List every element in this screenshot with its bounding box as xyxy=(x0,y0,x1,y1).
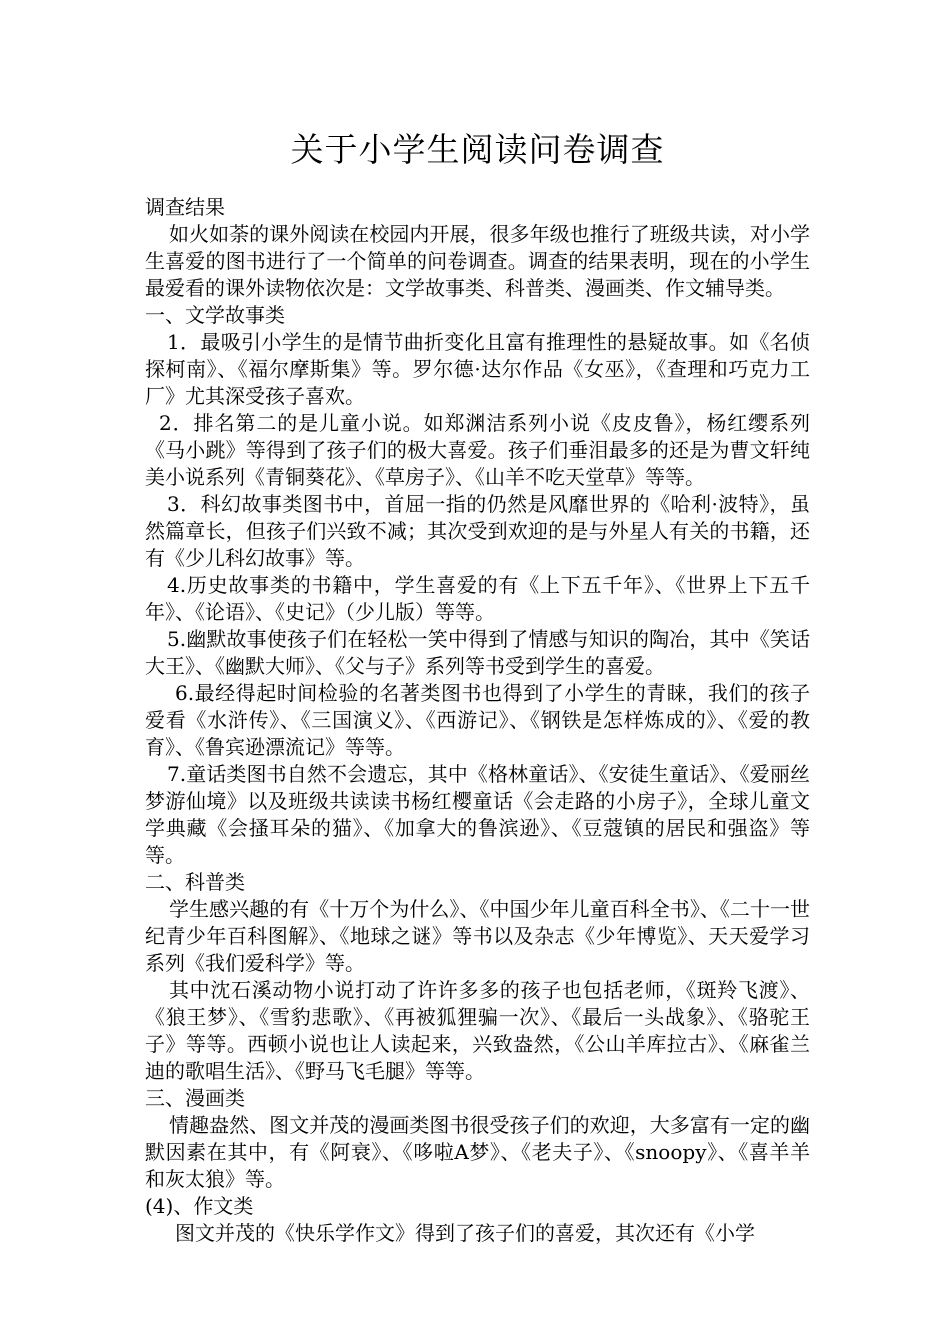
section1-item-3: 3．科幻故事类图书中，首屈一指的仍然是风靡世界的《哈利·波特》，虽然篇章长，但孩子们兴致不减；其次受到欢迎的是与外星人有关的书籍，还有《少儿科幻故事》等。 xyxy=(145,492,810,570)
section3-heading: 三、漫画类 xyxy=(145,1086,245,1110)
section1-item-5: 5.幽默故事使孩子们在轻松一笑中得到了情感与知识的陶冶，其中《笑话大王》、《幽默大师》、《父与子》系列等书受到学生的喜爱。 xyxy=(145,627,810,678)
section4-heading: (4)、作文类 xyxy=(145,1194,254,1218)
section2-heading: 二、科普类 xyxy=(145,870,245,894)
section4-paragraph-1: 图文并茂的《快乐学作文》得到了孩子们的喜爱，其次还有《小学 xyxy=(175,1221,755,1245)
section1-item-6: 6.最经得起时间检验的名著类图书也得到了小学生的青睐，我们的孩子爱看《水浒传》、《三国演义》、《西游记》、《钢铁是怎样炼成的》、《爱的教育》、《鲁宾逊漂流记》等等。 xyxy=(145,681,810,759)
section2-paragraph-2: 其中沈石溪动物小说打动了许许多多的孩子也包括老师，《斑羚飞渡》、《狼王梦》、《雪豹悲歌》、《再被狐狸骗一次》、《最后一头战象》、《骆驼王子》等等。西顿小说也让人读起来，兴致盎然，《公山羊库拉古》、《麻雀兰迪的歌唱生活》、《野马飞毛腿》等等。 xyxy=(145,978,810,1083)
results-heading: 调查结果 xyxy=(145,195,225,219)
document-page xyxy=(145,128,810,1247)
section1-item-7: 7.童话类图书自然不会遗忘，其中《格林童话》、《安徒生童话》、《爱丽丝梦游仙境》以及班级共读读书杨红樱童话《会走路的小房子》，全球儿童文学典藏《会搔耳朵的猫》、《加拿大的鲁滨逊》、《豆蔻镇的居民和强盗》等等。 xyxy=(145,762,810,867)
document-title: 关于小学生阅读问卷调查 xyxy=(290,130,665,169)
section1-item-2: 2．排名第二的是儿童小说。如郑渊洁系列小说《皮皮鲁》，杨红缨系列《马小跳》等得到了孩子们的极大喜爱。孩子们垂泪最多的还是为曹文轩纯美小说系列《青铜葵花》、《草房子》、《山羊不吃天堂草》等等。 xyxy=(145,411,810,489)
section3-paragraph-1: 情趣盎然、图文并茂的漫画类图书很受孩子们的欢迎，大多富有一定的幽默因素在其中，有《阿衰》、《哆啦A梦》、《老夫子》、《snoopy》、《喜羊羊和灰太狼》等。 xyxy=(145,1113,810,1191)
section1-item-1: 1．最吸引小学生的是情节曲折变化且富有推理性的悬疑故事。如《名侦探柯南》、《福尔摩斯集》等。罗尔德·达尔作品《女巫》，《查理和巧克力工厂》尤其深受孩子喜欢。 xyxy=(145,330,810,408)
intro-paragraph: 如火如荼的课外阅读在校园内开展，很多年级也推行了班级共读，对小学生喜爱的图书进行了一个简单的问卷调查。调查的结果表明，现在的小学生最爱看的课外读物依次是：文学故事类、科普类、漫画类、作文辅导类。 xyxy=(145,222,810,300)
section2-paragraph-1: 学生感兴趣的有《十万个为什么》、《中国少年儿童百科全书》、《二十一世纪青少年百科图解》、《地球之谜》等书以及杂志《少年博览》、天天爱学习系列《我们爱科学》等。 xyxy=(145,897,810,975)
section1-heading: 一、文学故事类 xyxy=(145,303,285,327)
section1-item-4: 4.历史故事类的书籍中，学生喜爱的有《上下五千年》、《世界上下五千年》、《论语》、《史记》（少儿版）等等。 xyxy=(145,573,810,624)
